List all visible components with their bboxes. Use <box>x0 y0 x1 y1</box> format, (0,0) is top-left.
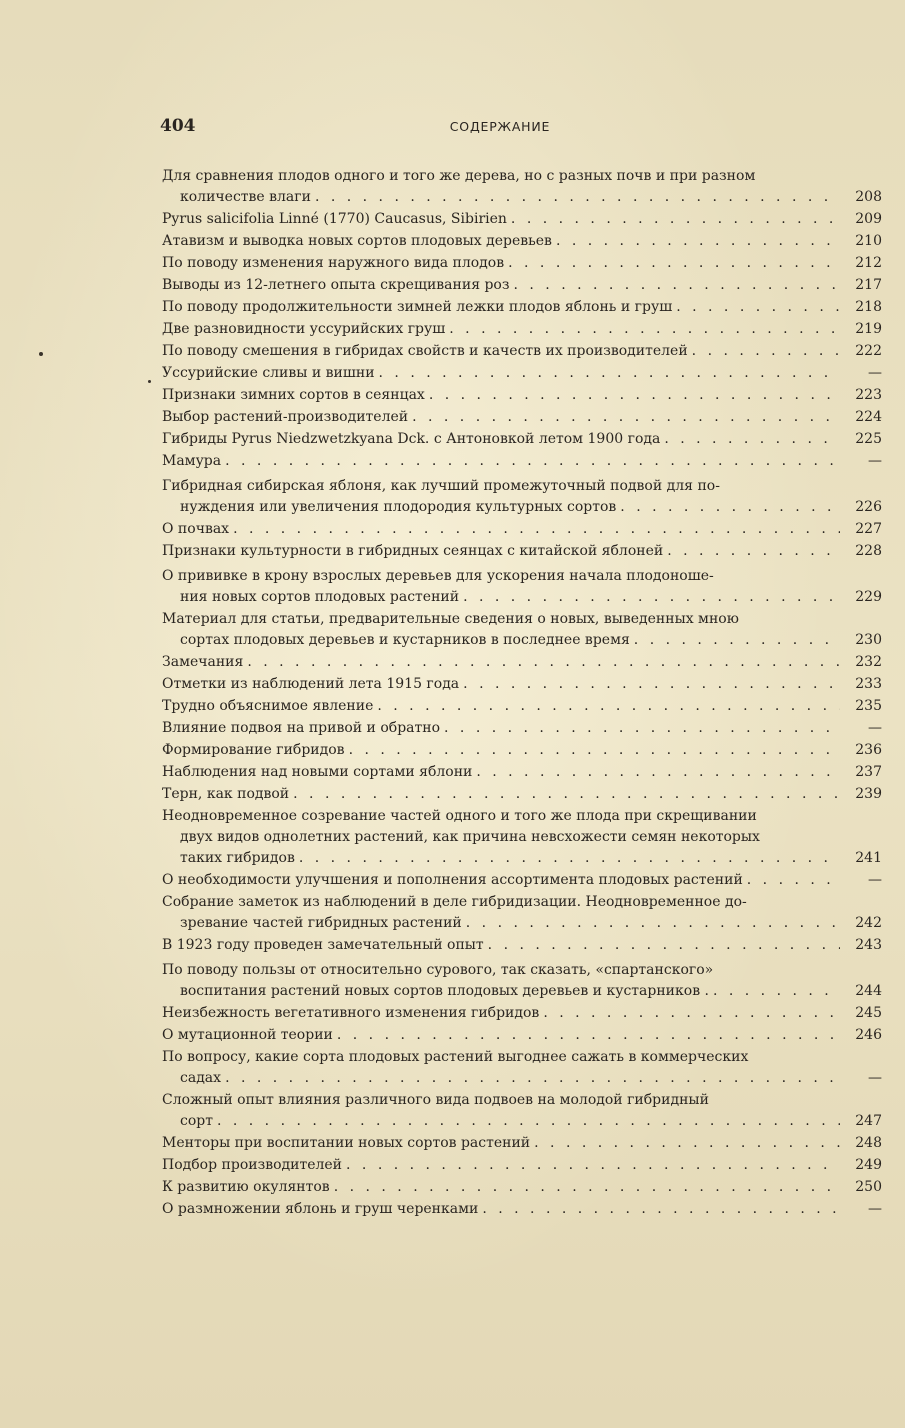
toc-entry-title: Терн, как подвой <box>162 786 290 802</box>
toc-entry-title: двух видов однолетних растений, как причина невсхожести семян некоторых <box>180 829 760 845</box>
toc-entry-page: 217 <box>855 277 882 293</box>
dot-leader <box>225 1068 840 1089</box>
dot-leader <box>620 497 840 518</box>
toc-entry-page: 232 <box>855 654 882 670</box>
toc-entry-title: Выводы из 12-летнего опыта скрещивания роз <box>162 277 510 293</box>
dot-leader <box>634 630 840 651</box>
toc-entry-page: 218 <box>855 299 882 315</box>
toc-entry-title: Признаки зимних сортов в сеянцах <box>162 387 425 403</box>
toc-entry <box>162 870 882 891</box>
toc-entry-page: 228 <box>855 543 882 559</box>
dot-leader <box>508 253 840 274</box>
toc-entry-title: Неодновременное созревание частей одного и того же плода при скрещивании <box>162 808 757 824</box>
toc-entry <box>162 740 882 761</box>
toc-entry <box>162 718 882 739</box>
toc-entry-title: таких гибридов <box>180 850 295 866</box>
toc-entry <box>162 385 882 406</box>
toc-entry-title: Материал для статьи, предварительные сведения о новых, выведенных мною <box>162 611 739 627</box>
toc-entry-title: Атавизм и выводка новых сортов плодовых деревьев <box>162 233 552 249</box>
toc-entry-title: По вопросу, какие сорта плодовых растений выгоднее сажать в коммерческих <box>162 1049 749 1065</box>
toc-entry <box>162 166 882 208</box>
toc-entry-title: Гибридная сибирская яблоня, как лучший промежуточный подвой для по- <box>162 478 720 494</box>
toc-entry-title: Для сравнения плодов одного и того же дерева, но с разных почв и при разном <box>162 168 756 184</box>
dot-leader <box>334 1177 840 1198</box>
toc-entry-page: 242 <box>855 915 882 931</box>
toc-entry-page: 241 <box>855 850 882 866</box>
toc-entry-title: Собрание заметок из наблюдений в деле гибридизации. Неодновременное до- <box>162 894 747 910</box>
dot-leader <box>534 1133 840 1154</box>
table-of-contents <box>162 166 882 1221</box>
toc-entry-title: сорт <box>180 1113 213 1129</box>
toc-entry-page: 247 <box>855 1113 882 1129</box>
toc-entry-page: — <box>868 365 882 381</box>
dot-leader <box>377 696 840 717</box>
dot-leader <box>664 429 840 450</box>
toc-entry-title: Формирование гибридов <box>162 742 345 758</box>
toc-entry-page: 210 <box>855 233 882 249</box>
toc-entry-page: — <box>868 720 882 736</box>
toc-entry-page: 233 <box>855 676 882 692</box>
toc-entry-title: О почвах <box>162 521 230 537</box>
dot-leader <box>247 652 840 673</box>
toc-entry <box>162 297 882 318</box>
toc-entry <box>162 476 882 518</box>
toc-entry <box>162 1047 882 1089</box>
dot-leader <box>692 341 840 362</box>
toc-entry-title: Влияние подвоя на привой и обратно <box>162 720 441 736</box>
speck-mark <box>39 352 43 356</box>
dot-leader <box>233 519 840 540</box>
toc-entry <box>162 341 882 362</box>
toc-entry-title: О размножении яблонь и груш черенками <box>162 1201 479 1217</box>
dot-leader <box>543 1003 840 1024</box>
toc-entry-page: 237 <box>855 764 882 780</box>
toc-entry-title: Подбор производителей <box>162 1157 343 1173</box>
toc-entry-page: 209 <box>855 211 882 227</box>
toc-entry <box>162 784 882 805</box>
toc-entry-title: нуждения или увеличения плодородия культурных сортов <box>180 499 617 515</box>
toc-entry <box>162 451 882 472</box>
dot-leader <box>511 209 840 230</box>
toc-entry <box>162 319 882 340</box>
dot-leader <box>412 407 840 428</box>
toc-entry-page: 227 <box>855 521 882 537</box>
dot-leader <box>676 297 840 318</box>
toc-entry <box>162 407 882 428</box>
toc-entry-title: Две разновидности уссурийских груш <box>162 321 446 337</box>
toc-entry-title: О прививке в крону взрослых деревьев для ускорения начала плодоноше- <box>162 568 714 584</box>
toc-entry-title: По поводу смешения в гибридах свойств и качеств их производителей <box>162 343 688 359</box>
page-header <box>160 116 840 138</box>
toc-entry-title: сортах плодовых деревьев и кустарников в последнее время <box>180 632 630 648</box>
toc-entry-title: В 1923 году проведен замечательный опыт <box>162 937 484 953</box>
toc-entry-page: 219 <box>855 321 882 337</box>
dot-leader <box>217 1111 840 1132</box>
toc-entry-title: Отметки из наблюдений лета 1915 года <box>162 676 460 692</box>
toc-entry-title: По поводу изменения наружного вида плодов <box>162 255 505 271</box>
toc-entry <box>162 429 882 450</box>
dot-leader <box>463 587 840 608</box>
dot-leader <box>429 385 840 406</box>
toc-entry-page: 250 <box>855 1179 882 1195</box>
toc-entry-title: К развитию окулянтов <box>162 1179 330 1195</box>
toc-entry <box>162 674 882 695</box>
dot-leader <box>463 674 840 695</box>
toc-entry-page: 208 <box>855 189 882 205</box>
toc-entry-page: 223 <box>855 387 882 403</box>
dot-leader <box>299 848 840 869</box>
toc-entry-title: Уссурийские сливы и вишни <box>162 365 375 381</box>
toc-entry <box>162 541 882 562</box>
toc-entry <box>162 1003 882 1024</box>
toc-entry <box>162 806 882 869</box>
toc-entry <box>162 960 882 1002</box>
toc-entry-page: 243 <box>855 937 882 953</box>
running-title: СОДЕРЖАНИЕ <box>449 119 551 134</box>
toc-entry-page: 235 <box>855 698 882 714</box>
toc-entry-title: воспитания растений новых сортов плодовых деревьев и кустарников . <box>180 983 709 999</box>
dot-leader <box>482 1199 840 1220</box>
toc-entry <box>162 696 882 717</box>
dot-leader <box>466 913 840 934</box>
toc-entry-page: 226 <box>855 499 882 515</box>
dot-leader <box>379 363 840 384</box>
toc-entry-page: 225 <box>855 431 882 447</box>
toc-entry-page: 239 <box>855 786 882 802</box>
dot-leader <box>346 1155 840 1176</box>
toc-entry-title: Гибриды Pyrus Niedzwetzkyana Dck. с Антоновкой летом 1900 года <box>162 431 661 447</box>
toc-entry-title: садах <box>180 1070 222 1086</box>
dot-leader <box>556 231 840 252</box>
toc-entry-page: 212 <box>855 255 882 271</box>
toc-entry-page: 222 <box>855 343 882 359</box>
toc-entry-title: Pyrus salicifolia Linné (1770) Caucasus, Sibirien <box>162 211 507 227</box>
toc-entry <box>162 892 882 934</box>
toc-entry <box>162 231 882 252</box>
toc-entry-page: 245 <box>855 1005 882 1021</box>
toc-entry-title: Неизбежность вегетативного изменения гибридов <box>162 1005 540 1021</box>
toc-entry-title: Замечания <box>162 654 244 670</box>
toc-entry-page: 224 <box>855 409 882 425</box>
dot-leader <box>315 187 840 208</box>
toc-entry <box>162 1090 882 1132</box>
toc-entry-title: зревание частей гибридных растений <box>180 915 462 931</box>
toc-entry-page: — <box>868 453 882 469</box>
toc-entry-page: 230 <box>855 632 882 648</box>
toc-entry-page: — <box>868 1070 882 1086</box>
toc-entry-title: Выбор растений-производителей <box>162 409 409 425</box>
toc-entry-page: 229 <box>855 589 882 605</box>
dot-leader <box>444 718 840 739</box>
toc-entry-title: По поводу пользы от относительно сурового, так сказать, «спартанского» <box>162 962 714 978</box>
dot-leader <box>349 740 840 761</box>
toc-entry <box>162 566 882 608</box>
dot-leader <box>225 451 840 472</box>
toc-entry-title: количестве влаги <box>180 189 311 205</box>
toc-entry-page: — <box>868 872 882 888</box>
toc-entry-title: Наблюдения над новыми сортами яблони <box>162 764 473 780</box>
toc-entry <box>162 1155 882 1176</box>
toc-entry <box>162 275 882 296</box>
toc-entry <box>162 1199 882 1220</box>
speck-mark <box>148 380 151 383</box>
dot-leader <box>449 319 840 340</box>
toc-entry-title: ния новых сортов плодовых растений <box>180 589 460 605</box>
toc-entry <box>162 253 882 274</box>
toc-entry-page: 236 <box>855 742 882 758</box>
toc-entry-title: О мутационной теории <box>162 1027 333 1043</box>
toc-entry-page: 249 <box>855 1157 882 1173</box>
toc-entry <box>162 1133 882 1154</box>
dot-leader <box>747 870 840 891</box>
dot-leader <box>337 1025 840 1046</box>
toc-entry-page: 248 <box>855 1135 882 1151</box>
dot-leader <box>667 541 840 562</box>
toc-entry-title: По поводу продолжительности зимней лежки плодов яблонь и груш <box>162 299 673 315</box>
toc-entry-page: 244 <box>855 983 882 999</box>
toc-entry-title: Мамура <box>162 453 222 469</box>
toc-entry <box>162 363 882 384</box>
toc-entry-title: Признаки культурности в гибридных сеянцах с китайской яблоней <box>162 543 664 559</box>
dot-leader <box>488 935 840 956</box>
toc-entry <box>162 762 882 783</box>
dot-leader <box>514 275 841 296</box>
toc-entry-title: Сложный опыт влияния различного вида подвоев на молодой гибридный <box>162 1092 709 1108</box>
page-number: 404 <box>160 116 196 136</box>
toc-entry-page: 246 <box>855 1027 882 1043</box>
toc-entry <box>162 1177 882 1198</box>
toc-entry <box>162 519 882 540</box>
toc-entry-title: Менторы при воспитании новых сортов растений <box>162 1135 531 1151</box>
dot-leader <box>293 784 840 805</box>
toc-entry <box>162 209 882 230</box>
toc-entry <box>162 935 882 956</box>
toc-entry <box>162 609 882 651</box>
toc-entry-title: О необходимости улучшения и пополнения ассортимента плодовых растений <box>162 872 743 888</box>
dot-leader <box>476 762 840 783</box>
toc-entry <box>162 652 882 673</box>
dot-leader <box>713 981 840 1002</box>
toc-entry-title: Трудно объяснимое явление <box>162 698 374 714</box>
toc-entry-page: — <box>868 1201 882 1217</box>
toc-entry <box>162 1025 882 1046</box>
